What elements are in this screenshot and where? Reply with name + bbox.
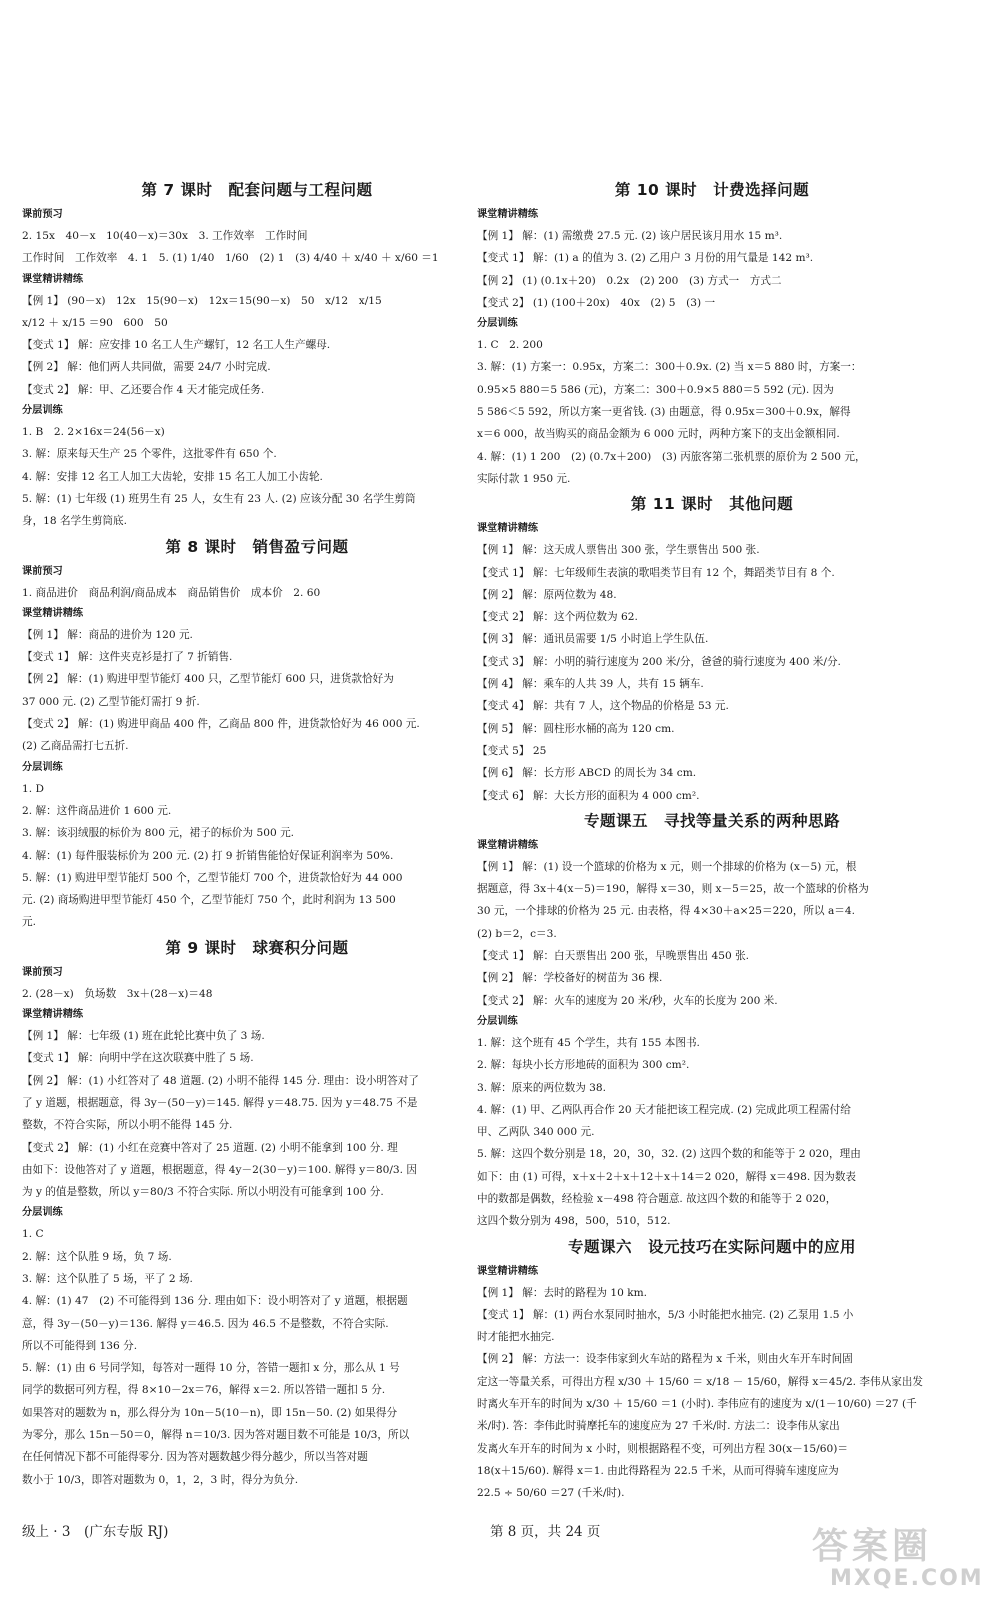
block-heading: 分层训练 [22,405,63,417]
text-line: 意，得 3y－(50－y)＝136. 解得 y＝46.5. 因为 46.5 不是整数，不符合实际. [22,1317,389,1330]
text-line: 1. C [22,1228,44,1241]
text-line: 所以不可能得到 136 分. [22,1339,138,1352]
block-heading: 课堂精讲精练 [22,607,84,619]
text-line: 发离火车开车的时间为 x 小时，则根据路程不变，可列出方程 30(x－15/60)＝ [477,1442,848,1455]
text-line: 元. (2) 商场购进甲型节能灯 450 个，乙型节能灯 750 个，此时利润为 13 500 [22,894,396,907]
text-line: (2) b＝2，c＝3. [477,927,557,940]
text-line: 【变式 1】 解：(1) 两台水泵同时抽水，5/3 小时能把水抽完. (2) 乙泵用 1.5 小 [477,1308,854,1321]
block-heading: 课堂精讲精练 [477,839,539,851]
text-line: 【变式 5】 25 [477,744,547,757]
text-line: 定这一等量关系，可得出方程 x/30 ＋ 15/60 ＝ x/18 － 15/60，解得 x＝45/2. 李伟从家出发 [477,1375,923,1388]
text-line: 了 y 道题，根据题意，得 3y－(50－y)＝145. 解得 y＝48.75. 因为 y＝48.75 不是 [22,1096,418,1109]
text-line: 为零分，那么 15n－50＝0，解得 n＝10/3. 因为答对题目数不可能是 10/3，所以 [22,1429,410,1442]
text-line: 由如下：设他答对了 y 道题，根据题意，得 4y－2(30－y)＝100. 解得 y＝80/3. 因 [22,1163,417,1176]
text-line: 这四个数分别为 498，500，510，512. [477,1215,671,1228]
footer-page-number: 第 8 页，共 24 页 [490,1524,601,1540]
block-heading: 课前预习 [22,966,63,978]
section-lesson-10 [477,178,947,490]
text-line: 据题意，得 3x＋4(x－5)＝190，解得 x＝30，则 x－5＝25，故一个篮球的价格为 [477,883,869,896]
section-title: 专题课六 设元技巧在实际问题中的应用 [567,1237,856,1256]
text-line: 【变式 1】 解：这件夹克衫是打了 7 折销售. [22,651,233,664]
watermark-logo [812,1524,982,1594]
text-line: 【变式 1】 解：向明中学在这次联赛中胜了 5 场. [22,1052,254,1065]
text-line: 【变式 2】 解：(1) 购进甲商品 400 件，乙商品 800 件，进货款恰好为 46 000 元. [22,718,420,731]
text-line: 1. B 2. 2×16x＝24(56－x) [22,426,165,439]
text-line: 4. 解：(1) 1 200 (2) (0.7x＋200) (3) 丙旅客第二张机票的原价为 2 500 元， [477,450,866,463]
text-line: 【例 3】 解：通讯员需要 1/5 小时追上学生队伍. [477,633,709,646]
text-line: 【例 2】 解：(1) 小红答对了 48 道题. (2) 小明不能得 145 分. 理由：设小明答对了 [22,1074,419,1087]
text-line: 18(x＋15/60). 解得 x＝1. 由此得路程为 22.5 千米，从而可得骑车速度应为 [477,1464,839,1477]
block-heading: 课堂精讲精练 [22,1009,84,1021]
text-line: 如下：由 (1) 可得，x＋x＋2＋x＋12＋x＋14＝2 020，解得 x＝498. 因为数表 [477,1170,857,1183]
block-heading: 课堂精讲精练 [477,209,539,220]
text-line: 【变式 1】 解：(1) a 的值为 3. (2) 乙用户 3 月份的用气量是 142 m³. [477,252,814,265]
text-line: 4. 解：(1) 47 (2) 不可能得到 136 分. 理由如下：设小明答对了 y 道题，根据题 [22,1295,408,1308]
text-line: 1. D [22,782,44,795]
text-line: 2. (28－x) 负场数 3x＋(28－x)＝48 [22,987,213,1000]
text-line: x＝6 000，故当购买的商品金额为 6 000 元时，两种方案下的支出金额相同. [477,428,840,441]
block-heading: 课堂精讲精练 [477,523,539,535]
block-heading: 课堂精讲精练 [22,273,84,285]
text-line: 元. [22,916,36,929]
text-line: x/12 ＋ x/15 ＝90 600 50 [22,316,168,329]
section-topic-6 [477,1235,947,1505]
watermark-url: MXQE.COM [830,1566,984,1591]
text-line: 4. 解：(1) 甲、乙两队再合作 20 天才能把该工程完成. (2) 完成此项工程需付给 [477,1103,851,1116]
text-line: 2. 15x 40－x 10(40－x)＝30x 3. 工作效率 工作时间 [22,230,308,242]
text-line: (2) 乙商品需打七五折. [22,740,129,753]
watermark-text: 答案圈 [812,1526,933,1567]
text-line: 【例 2】 解：学校备好的树苗为 36 棵. [477,972,663,985]
block-heading: 分层训练 [477,1015,518,1027]
text-line: 2. 解：这个队胜 9 场，负 7 场. [22,1250,172,1263]
text-line: 37 000 元. (2) 乙型节能灯需打 9 折. [22,695,200,708]
text-line: 5. 解：(1) 七年级 (1) 班男生有 25 人，女生有 23 人. (2) 应该分配 30 名学生剪筒 [22,492,416,505]
text-line: 中的数都是偶数，经检验 x－498 符合题意. 故这四个数的和能等于 2 020， [477,1192,837,1205]
block-heading: 分层训练 [22,1207,63,1219]
text-line: 1. 解：这个班有 45 个学生，共有 155 本图书. [477,1036,700,1049]
text-line: 工作时间 工作效率 4. 1 5. (1) 1/40 1/60 (2) 1 (3) 4/40 ＋ x/40 ＋ x/60 ＝1 [22,252,439,265]
text-line: 【例 5】 解：圆柱形水桶的高为 120 cm. [477,722,675,735]
text-line: 【变式 1】 解：白天票售出 200 张，早晚票售出 450 张. [477,950,750,963]
text-line: 0.95×5 880＝5 586 (元)，方案二：300＋0.9×5 880＝5 592 (元). 因为 [477,383,834,396]
text-line: 5. 解：(1) 由 6 号同学知，每答对一题得 10 分，答错一题扣 x 分，那么从 1 号 [22,1362,400,1375]
left-column [22,176,492,1491]
text-line: 3. 解：这个队胜了 5 场，平了 2 场. [22,1272,193,1285]
text-line: 2. 解：每块小长方形地砖的面积为 300 cm². [477,1059,690,1072]
block-heading: 课堂精讲精练 [477,1265,539,1277]
text-line: 【变式 2】 解：(1) 小红在竞赛中答对了 25 道题. (2) 小明不能拿到 100 分. 理 [22,1141,398,1154]
section-lesson-11 [477,492,947,807]
text-line: 【变式 2】 解：火车的速度为 20 米/秒，火车的长度为 200 米. [477,994,778,1007]
text-line: 在任何情况下都不可能得零分. 因为答对题数越少得分越少，所以当答对题 [22,1451,368,1464]
text-line: 4. 解：(1) 每件服装标价为 200 元. (2) 打 9 折销售能恰好保证利润率为 50%. [22,849,394,862]
text-line: 【例 1】 解：(1) 需缴费 27.5 元. (2) 该户居民该月用水 15 m³. [477,230,783,242]
text-line: 时离火车开车的时间为 x/30 ＋ 15/60 ＝1 (小时). 李伟应有的速度为 x/(1－10/60) ＝27 (千 [477,1398,917,1411]
text-line: 【变式 1】 解：七年级师生表演的歌唱类节目有 12 个，舞蹈类节目有 8 个. [477,566,835,579]
block-heading: 课前预习 [22,565,63,577]
text-line: 为 y 的值是整数，所以 y＝80/3 不符合实际. 所以小明没有可能拿到 100 分. [22,1186,384,1199]
section-topic-5 [477,809,947,1233]
section-lesson-7 [22,178,492,533]
text-line: 【变式 3】 解：小明的骑行速度为 200 米/分，爸爸的骑行速度为 400 米/分. [477,655,841,668]
text-line: 【例 2】 解：他们两人共同做，需要 24/7 小时完成. [22,361,271,374]
text-line: 【例 1】 解：(1) 设一个篮球的价格为 x 元，则一个排球的价格为 (x－5) 元，根 [477,860,857,873]
section-title: 第 8 课时 销售盈亏问题 [165,537,349,556]
text-line: 【例 2】 解：方法一：设李伟家到火车站的路程为 x 千米，则由火车开车时间固 [477,1353,853,1366]
text-line: 米/时). 答：李伟此时骑摩托车的速度应为 27 千米/时. 方法二：设李伟从家出 [477,1420,840,1433]
text-line: 2. 解：这件商品进价 1 600 元. [22,804,172,817]
text-line: 5 586＜5 592，所以方案一更省钱. (3) 由题意，得 0.95x＝300＋0.9x，解得 [477,406,851,419]
text-line: 3. 解：原来的两位数为 38. [477,1081,607,1094]
text-line: 1. C 2. 200 [477,339,543,352]
text-line: 同学的数据可列方程，得 8×10－2x＝76，解得 x＝2. 所以答错一题扣 5 分. [22,1384,386,1397]
text-line: 【例 1】 解：商品的进价为 120 元. [22,628,193,641]
block-heading: 课前预习 [22,209,63,220]
section-title: 第 7 课时 配套问题与工程问题 [141,181,373,199]
text-line: 【例 2】 解：原两位数为 48. [477,588,617,601]
text-line: 【变式 4】 解：共有 7 人，这个物品的价格是 53 元. [477,700,729,713]
text-line: 【例 2】 解：(1) 购进甲型节能灯 400 只，乙型节能灯 600 只，进货款恰好为 [22,673,394,686]
section-title: 专题课五 寻找等量关系的两种思路 [583,811,840,830]
text-line: 身，18 名学生剪筒底. [22,515,127,528]
text-line: 30 元，一个排球的价格为 25 元. 由表格，得 4×30＋a×25＝220，所以 a＝4. [477,905,856,918]
text-line: 3. 解：原来每天生产 25 个零件，这批零件有 650 个. [22,448,277,461]
section-title: 第 10 课时 计费选择问题 [614,181,810,199]
text-line: 整数，不符合实际，所以小明不能得 145 分. [22,1119,233,1132]
text-line: 3. 解：该羽绒服的标价为 800 元，裙子的标价为 500 元. [22,827,295,840]
right-column [477,176,947,1505]
section-title: 第 11 课时 其他问题 [630,495,794,514]
text-line: 时才能把水抽完. [477,1331,555,1344]
text-line: 【变式 2】 解：甲、乙还要合作 4 天才能完成任务. [22,383,265,396]
text-line: 【变式 2】 解：这个两位数为 62. [477,611,638,624]
text-line: 【例 1】 解：七年级 (1) 班在此轮比赛中负了 3 场. [22,1030,265,1043]
text-line: 【例 1】 解：这天成人票售出 300 张，学生票售出 500 张. [477,544,760,557]
text-line: 实际付款 1 950 元. [477,472,571,485]
text-line: 【例 4】 解：乘车的人共 39 人，共有 15 辆车. [477,678,704,691]
text-line: 【变式 2】 (1) (100＋20x) 40x (2) 5 (3) 一 [477,296,716,309]
text-line: 【变式 6】 解：大长方形的面积为 4 000 cm². [477,789,700,802]
section-title: 第 9 课时 球赛积分问题 [165,938,349,957]
text-line: 【例 6】 解：长方形 ABCD 的周长为 34 cm. [477,767,697,780]
section-lesson-8 [22,535,492,934]
text-line: 4. 解：安排 12 名工人加工大齿轮，安排 15 名工人加工小齿轮. [22,470,323,483]
text-line: 【例 2】 (1) (0.1x＋20) 0.2x (2) 200 (3) 方式一 方式二 [477,274,782,287]
block-heading: 分层训练 [477,318,518,330]
text-line: 【例 1】 (90－x) 12x 15(90－x) 12x＝15(90－x) 50 x/12 x/15 [22,294,382,307]
text-line: 1. 商品进价 商品利润/商品成本 商品销售价 成本价 2. 60 [22,586,321,599]
text-line: 如果答对的题数为 n，那么得分为 10n－5(10－n)，即 15n－50. (2) 如果得分 [22,1406,398,1419]
text-line: 22.5 ÷ 50/60 ＝27 (千米/时). [477,1487,625,1500]
block-heading: 分层训练 [22,761,63,773]
text-line: 3. 解：(1) 方案一：0.95x，方案二：300＋0.9x. (2) 当 x＝5 880 时，方案一： [477,361,862,374]
section-lesson-9 [22,936,492,1491]
footer-book-info: 级上 · 3 (广东专版 RJ) [22,1524,169,1540]
text-line: 甲、乙两队 340 000 元. [477,1126,595,1139]
text-line: 【变式 1】 解：应安排 10 名工人生产螺钉，12 名工人生产螺母. [22,339,331,352]
text-line: 数小于 10/3，即答对题数为 0，1，2，3 时，得分为负分. [22,1473,299,1486]
text-line: 【例 1】 解：去时的路程为 10 km. [477,1286,648,1299]
text-line: 5. 解：(1) 购进甲型节能灯 500 个，乙型节能灯 700 个，进货款恰好为 44 000 [22,871,403,884]
text-line: 5. 解：这四个数分别是 18，20，30，32. (2) 这四个数的和能等于 2 020，理由 [477,1148,861,1161]
